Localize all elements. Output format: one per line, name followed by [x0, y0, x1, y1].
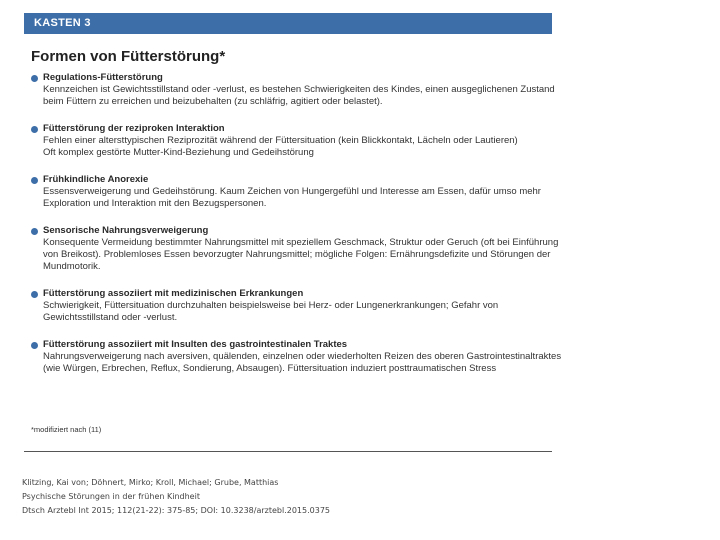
box-title: Formen von Fütterstörung*	[31, 48, 226, 65]
item-title: Frühkindliche Anorexie	[43, 174, 149, 185]
item-title: Regulations-Fütterstörung	[43, 72, 163, 83]
list-item	[31, 123, 551, 159]
bullet-icon	[31, 342, 38, 349]
list-item	[31, 72, 555, 108]
item-text: Essensverweigerung und Gedeihstörung. Kaum Zeichen von Hungergefühl und Interesse am Essen, dafür umso mehr	[43, 186, 541, 197]
item-text: Mundmotorik.	[43, 261, 101, 272]
citation-reference: Dtsch Arztebl Int 2015; 112(21-22): 375-85; DOI: 10.3238/arztebl.2015.0375	[22, 506, 331, 515]
feeding-disorder-list	[31, 72, 562, 375]
citation	[22, 476, 542, 518]
item-text: beim Füttern zu erreichen und beizubehalten (zu schläfrig, agitiert oder belastet).	[43, 96, 383, 107]
item-text: Oft komplex gestörte Mutter-Kind-Beziehung und Gedeihstörung	[43, 147, 314, 158]
list-item	[31, 174, 551, 210]
item-text: Exploration und Interaktion mit den Bezugspersonen.	[43, 198, 267, 209]
item-text: Kennzeichen ist Gewichtsstillstand oder -verlust, es bestehen Schwierigkeiten des Kindes, einen ausgeglichenen Zustand	[43, 84, 555, 95]
citation-authors: Klitzing, Kai von; Döhnert, Mirko; Kroll, Michael; Grube, Matthias	[22, 478, 279, 487]
item-text: von Breikost). Problemloses Essen bevorzugter Nahrungsmittel; mögliche Folgen: Ernährungsdefizite und Störungen der	[43, 249, 551, 260]
footnote: *modifiziert nach (11)	[31, 425, 102, 434]
item-text: Fehlen einer altersttypischen Reziprozität während der Füttersituation (kein Blickkontakt, Lächeln oder Lautieren)	[43, 135, 518, 146]
bullet-icon	[31, 75, 38, 82]
bullet-icon	[31, 291, 38, 298]
item-title: Sensorische Nahrungsverweigerung	[43, 225, 209, 236]
citation-title: Psychische Störungen in der frühen Kindheit	[22, 492, 200, 501]
item-text: Schwierigkeit, Füttersituation durchzuhalten beispielsweise bei Herz- oder Lungenerkrankungen; Gefahr von	[43, 300, 499, 311]
item-text: (wie Würgen, Erbrechen, Reflux, Sondierung, Absaugen). Füttersituation induziert posttraumatischen Stress	[43, 363, 497, 374]
list-item	[31, 288, 551, 324]
item-text: Nahrungsverweigerung nach aversiven, quälenden, einzelnen oder wiederholten Reizen des oberen Gastrointestinaltraktes	[43, 351, 562, 362]
item-text: Konsequente Vermeidung bestimmter Nahrungsmittel mit speziellem Geschmack, Struktur oder Geruch (oft bei Einführung	[43, 237, 559, 248]
bullet-icon	[31, 228, 38, 235]
divider	[24, 451, 552, 452]
item-title: Fütterstörung assoziiert mit medizinischen Erkrankungen	[43, 288, 304, 299]
item-title: Fütterstörung der reziproken Interaktion	[43, 123, 225, 134]
item-title: Fütterstörung assoziiert mit Insulten des gastrointestinalen Traktes	[43, 339, 348, 350]
item-text: Gewichtsstillstand oder -verlust.	[43, 312, 178, 323]
list-item	[31, 339, 562, 375]
bullet-icon	[31, 126, 38, 133]
list-item	[31, 225, 559, 273]
box-header: KASTEN 3	[24, 13, 552, 34]
bullet-icon	[31, 177, 38, 184]
